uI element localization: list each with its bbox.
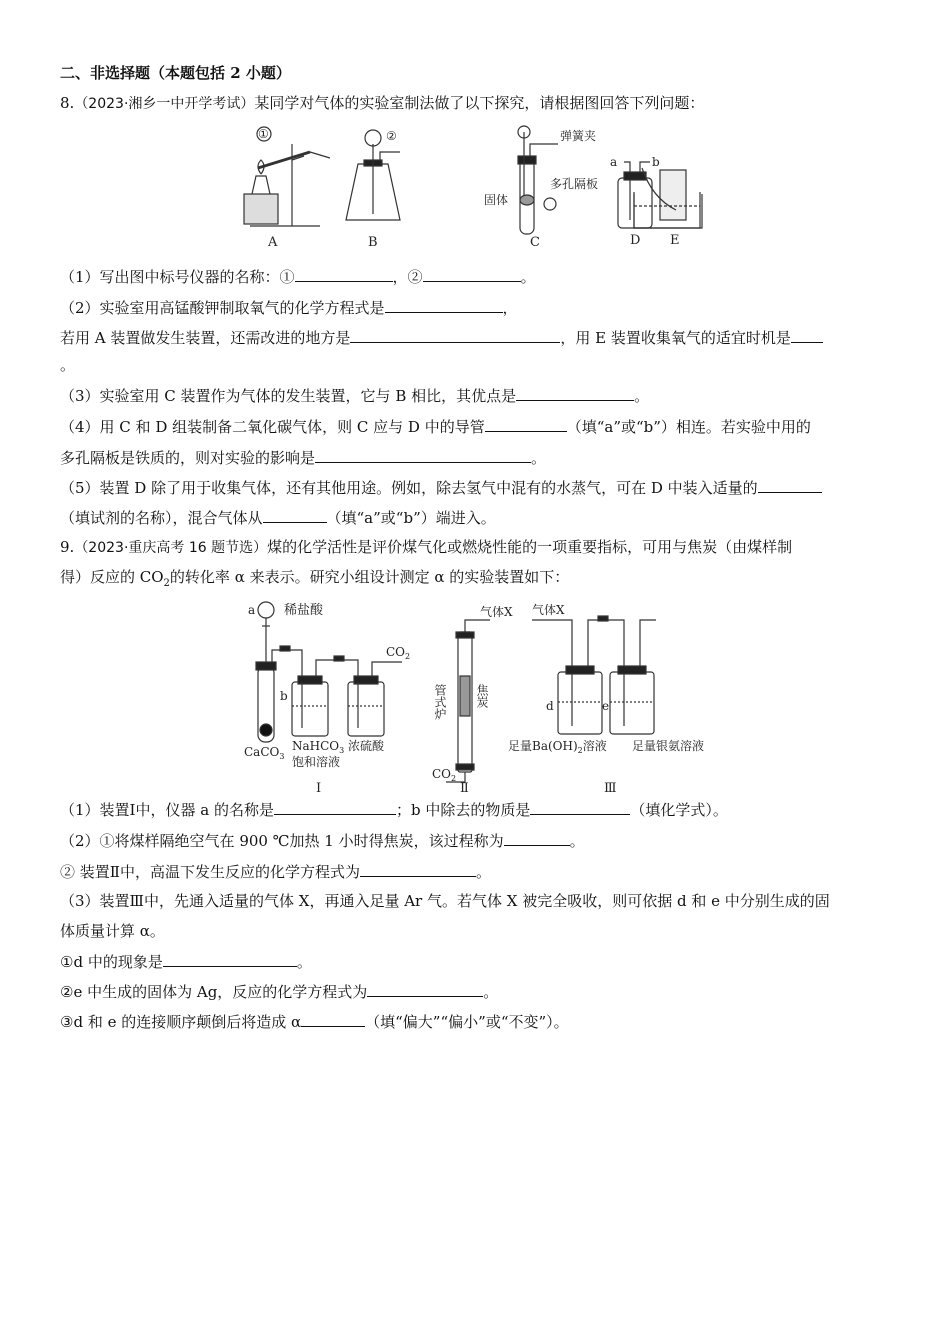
q9-part3-line2: 体质量计算 α。 (60, 922, 165, 940)
q9-stem-line1 (60, 536, 792, 559)
label-d: D (630, 233, 641, 248)
q9-blank-6[interactable] (367, 980, 483, 997)
q9-number: 9. (60, 538, 75, 556)
co2-in-label (432, 767, 456, 783)
marker-2: ② (386, 129, 397, 143)
q8-blank-6[interactable] (516, 384, 634, 401)
q8-blank-9[interactable] (758, 476, 822, 493)
q8-stem: 某同学对气体的实验室制法做了以下探究，请根据图回答下列问题： (254, 94, 705, 112)
q9-part2-end: 。 (569, 832, 585, 850)
q9-blank-7[interactable] (301, 1010, 365, 1027)
q8-part5-line2 (60, 506, 496, 529)
q8-part2-improve: 若用 A 装置做发生装置，还需改进的地方是 (60, 329, 351, 347)
q8-blank-7[interactable] (485, 415, 567, 432)
q8-apparatus-figure (240, 124, 720, 264)
q8-part1-end: 。 (520, 268, 536, 286)
q9-part3-order-end: （填“偏大”“偏小”或“不变”）。 (365, 1013, 569, 1031)
q8-part2-text: （2）实验室用高锰酸钾制取氧气的化学方程式是 (60, 299, 385, 317)
q8-blank-2[interactable] (423, 265, 521, 282)
q9-part2-text: （2）①将煤样隔绝空气在 900 ℃加热 1 小时得焦炭，该过程称为 (60, 832, 504, 850)
q9-part2-line2 (60, 860, 491, 883)
q8-part2-timing: ，用 E 装置收集氧气的适宜时机是 (560, 329, 791, 347)
q9-part2-line1 (60, 829, 585, 852)
co2-out-label (386, 645, 410, 661)
q8-blank-5[interactable] (791, 326, 823, 343)
q8-part1 (60, 265, 536, 288)
baoh2-sub: 2 (577, 746, 583, 755)
baoh2-tail: 溶液 (582, 739, 607, 753)
baoh2-label (508, 738, 607, 755)
q9-apparatus-svg (236, 596, 716, 796)
q8-part4-tail: （填“a”或“b”）相连。若实验中用的 (566, 418, 811, 436)
q8-part1-sep: ，② (392, 268, 423, 286)
label-e: E (670, 233, 680, 248)
q8-apparatus-svg (240, 124, 720, 264)
caco3-text: CaCO (244, 745, 280, 759)
label-a: A (268, 235, 278, 250)
roman-1: Ⅰ (316, 781, 322, 796)
tube-furnace-label: 管式炉 (433, 684, 447, 720)
q9-stem-b1: 得）反应的 CO (60, 568, 164, 586)
nahco3-sub: 3 (339, 746, 345, 755)
caco3-sub: 3 (279, 752, 285, 761)
q8-blank-4[interactable] (350, 326, 560, 343)
coke-label: 焦炭 (475, 684, 489, 708)
q9-part3-d-text: ①d 中的现象是 (60, 953, 163, 971)
q9-part2-eq: ② 装置Ⅱ中，高温下发生反应的化学方程式为 (60, 863, 360, 881)
q9-part1-end: （填化学式）。 (630, 801, 728, 819)
label-b: B (368, 235, 378, 250)
baoh2-text: 足量Ba(OH) (508, 739, 578, 753)
device-3 (532, 616, 656, 734)
q9-blank-2[interactable] (530, 798, 630, 815)
q8-number: 8. (60, 94, 75, 112)
label-d-bottle: d (546, 699, 554, 713)
q9-stem-sub: 2 (163, 578, 170, 589)
q9-blank-5[interactable] (163, 950, 297, 967)
section-title: 二、非选择题（本题包括 2 小题） (60, 64, 291, 82)
q8-part2-comma: ， (502, 299, 518, 317)
q9-stem-a: 煤的化学活性是评价煤气化或燃烧性能的一项重要指标，可用与焦炭（由煤样制 (267, 538, 793, 556)
q9-part3-line5 (60, 1010, 569, 1033)
co2-out-text: CO (386, 645, 406, 659)
q9-blank-4[interactable] (360, 860, 476, 877)
q8-part2-line3: 。 (60, 356, 76, 374)
device-1 (256, 602, 402, 742)
q9-part3-line3 (60, 950, 312, 973)
q8-part5-line1 (60, 476, 822, 499)
q8-part2-line1 (60, 296, 518, 319)
q9-stem-b2: 的转化率 α 来表示。研究小组设计测定 α 的实验装置如下： (169, 568, 570, 586)
co2-out-sub: 2 (405, 652, 411, 661)
apparatus-d (618, 162, 652, 228)
label-a-funnel: a (248, 603, 256, 617)
q8-blank-3[interactable] (385, 296, 503, 313)
q9-part3-e-text: ②e 中生成的固体为 Ag，反应的化学方程式为 (60, 983, 368, 1001)
q8-part3-end: 。 (634, 387, 650, 405)
q9-part3-line1: （3）装置Ⅲ中，先通入适量的气体 X，再通入足量 Ar 气。若气体 X 被完全吸收，则可依据 d 和 e 中分别生成的固 (60, 892, 830, 910)
q8-blank-1[interactable] (295, 265, 393, 282)
q9-blank-1[interactable] (274, 798, 396, 815)
co2-in-text: CO (432, 767, 452, 781)
marker-1: ① (258, 127, 269, 141)
q8-blank-8[interactable] (315, 446, 531, 463)
q9-source: （2023·重庆高考 16 题节选） (74, 540, 268, 556)
gas-x-out-label: 气体X (480, 605, 513, 619)
q8-part2-line2 (60, 326, 823, 349)
q9-part3-d-end: 。 (296, 953, 312, 971)
port-b: b (652, 155, 660, 169)
nahco3-text: NaHCO (292, 739, 340, 753)
port-a: a (610, 155, 618, 169)
q8-source: （2023·湘乡一中开学考试） (74, 96, 255, 112)
q9-part3-line4 (60, 980, 498, 1003)
q8-part5-mix: （填试剂的名称），混合气体从 (60, 509, 263, 527)
apparatus-a (244, 127, 330, 226)
q8-part4-line1 (60, 415, 811, 438)
apparatus-b (346, 130, 400, 220)
q8-part4-line2 (60, 446, 546, 469)
roman-3: Ⅲ (604, 781, 617, 796)
conc-h2so4-label: 浓硫酸 (348, 739, 385, 753)
q9-part1 (60, 798, 728, 821)
roman-2: Ⅱ (460, 781, 469, 796)
co2-in-sub: 2 (451, 774, 457, 783)
q9-part3-e-end: 。 (483, 983, 499, 1001)
q8-part5-end: （填“a”或“b”）端进入。 (326, 509, 496, 527)
q8-stem-line (60, 92, 704, 115)
q9-stem-line2 (60, 566, 569, 595)
label-c: C (530, 235, 540, 250)
q9-part1-text: （1）装置Ⅰ中，仪器 a 的名称是 (60, 801, 274, 819)
q9-part2-eq-end: 。 (475, 863, 491, 881)
label-b-bottle: b (280, 689, 288, 703)
saturated-label: 饱和溶液 (292, 755, 341, 769)
solid-label: 固体 (484, 193, 509, 207)
silver-ammonia-label: 足量银氨溶液 (632, 739, 705, 753)
q8-part3-text: （3）实验室用 C 装置作为气体的发生装置，它与 B 相比，其优点是 (60, 387, 517, 405)
q9-apparatus-figure (236, 596, 716, 796)
q8-blank-10[interactable] (263, 506, 327, 523)
q8-part1-text: （1）写出图中标号仪器的名称：① (60, 268, 295, 286)
label-e-bottle: e (602, 699, 610, 713)
spring-clip-label: 弹簧夹 (560, 129, 597, 143)
q9-part3-order-text: ③d 和 e 的连接顺序颠倒后将造成 α (60, 1013, 302, 1031)
q8-part3 (60, 384, 649, 407)
nahco3-label (292, 739, 344, 755)
q8-part5-text: （5）装置 D 除了用于收集气体，还有其他用途。例如，除去氢气中混有的水蒸气，可在 D 中装入适量的 (60, 479, 758, 497)
porous-plate-label: 多孔隔板 (550, 177, 599, 191)
q9-blank-3[interactable] (504, 829, 570, 846)
q8-part4-effect: 多孔隔板是铁质的，则对实验的影响是 (60, 449, 316, 467)
q9-part1-mid: ；b 中除去的物质是 (395, 801, 531, 819)
gas-x-in-label: 气体X (532, 603, 565, 617)
q8-part4-text: （4）用 C 和 D 组装制备二氧化碳气体，则 C 应与 D 中的导管 (60, 418, 485, 436)
q8-part4-end: 。 (531, 449, 547, 467)
caco3-label (244, 745, 284, 761)
dilute-hcl-label: 稀盐酸 (284, 603, 324, 618)
